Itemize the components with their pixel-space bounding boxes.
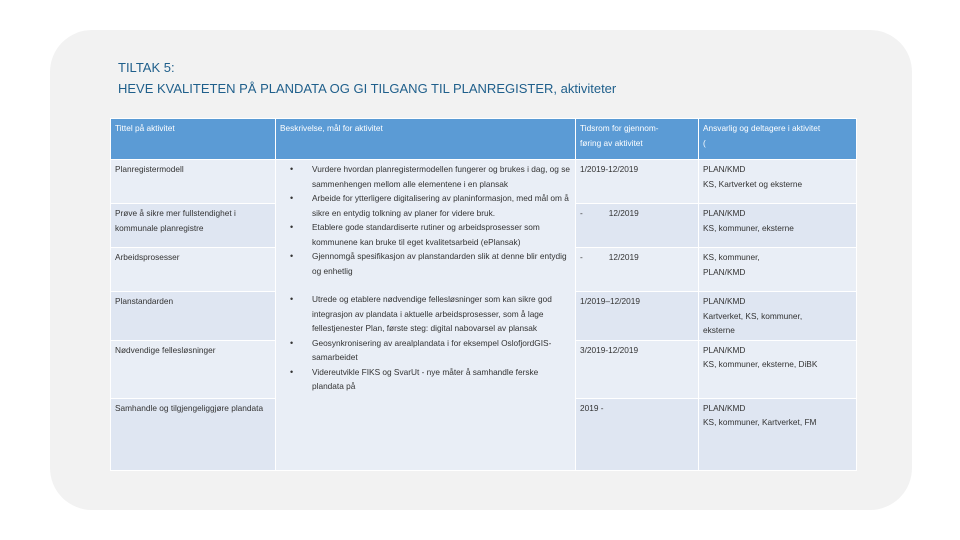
title-line-2: HEVE KVALITETEN PÅ PLANDATA OG GI TILGANG TIL PLANREGISTER, aktiviteter: [118, 81, 617, 96]
table-row: [111, 160, 857, 204]
activity-timeframe: 1/2019-12/2019: [576, 160, 699, 204]
activity-responsible: PLAN/KMD KS, kommuner, eksterne: [699, 204, 857, 248]
description-bullet: • Videreutvikle FIKS og SvarUt - nye måter å samhandle ferske plandata på: [280, 365, 571, 394]
activity-title: Arbeidsprosesser: [111, 248, 276, 292]
description-bullet: • Vurdere hvordan planregistermodellen fungerer og brukes i dag, og se sammenhengen mellom alle elementene i en plansak: [280, 162, 571, 191]
header-description: Beskrivelse, mål for aktivitet: [276, 119, 576, 160]
activity-responsible: PLAN/KMD Kartverket, KS, kommuner, eksterne: [699, 292, 857, 341]
header-timeframe: Tidsrom for gjennom- føring av aktivitet: [576, 119, 699, 160]
description-bullet: • Etablere gode standardiserte rutiner og arbeidsprosesser som kommunene kan bruke til eget kvalitetsarbeid (ePlansak): [280, 220, 571, 249]
activity-timeframe: 1/2019–12/2019: [576, 292, 699, 341]
activity-responsible: PLAN/KMD KS, kommuner, Kartverket, FM: [699, 398, 857, 470]
description-bullet: • Gjennomgå spesifikasjon av planstandarden slik at denne blir entydig og enhetlig: [280, 249, 571, 278]
activity-timeframe: - 12/2019: [576, 204, 699, 248]
activity-title: Samhandle og tilgjengeliggjøre plandata: [111, 398, 276, 470]
activity-timeframe: - 12/2019: [576, 248, 699, 292]
activity-timeframe: 2019 -: [576, 398, 699, 470]
description-bullet: • Arbeide for ytterligere digitalisering av planinformasjon, med mål om å sikre en entydig tolkning av planer for videre bruk.: [280, 191, 571, 220]
activity-title: Prøve å sikre mer fullstendighet i kommunale planregistre: [111, 204, 276, 248]
description-list: [280, 162, 571, 394]
activity-responsible: PLAN/KMD KS, kommuner, eksterne, DiBK: [699, 340, 857, 398]
activity-responsible: KS, kommuner, PLAN/KMD: [699, 248, 857, 292]
description-bullet: • Utrede og etablere nødvendige fellesløsninger som kan sikre god integrasjon av plandata i aktuelle arbeidsprosesser, som å lage fellestjenester Plan, første steg: digital nabovarsel av plansak: [280, 292, 571, 336]
table-header-row: [111, 119, 857, 160]
activity-timeframe: 3/2019-12/2019: [576, 340, 699, 398]
activity-title: Planregistermodell: [111, 160, 276, 204]
header-title: Tittel på aktivitet: [111, 119, 276, 160]
title-line-1: TILTAK 5:: [118, 60, 175, 75]
slide-title: [118, 57, 616, 99]
description-cell: [276, 160, 576, 471]
description-bullet: • Geosynkronisering av arealplandata i for eksempel OslofjordGIS-samarbeidet: [280, 336, 571, 365]
activity-responsible: PLAN/KMD KS, Kartverket og eksterne: [699, 160, 857, 204]
activity-title: Planstandarden: [111, 292, 276, 341]
header-responsible: Ansvarlig og deltagere i aktivitet (: [699, 119, 857, 160]
activity-title: Nødvendige fellesløsninger: [111, 340, 276, 398]
activities-table: [110, 118, 857, 471]
